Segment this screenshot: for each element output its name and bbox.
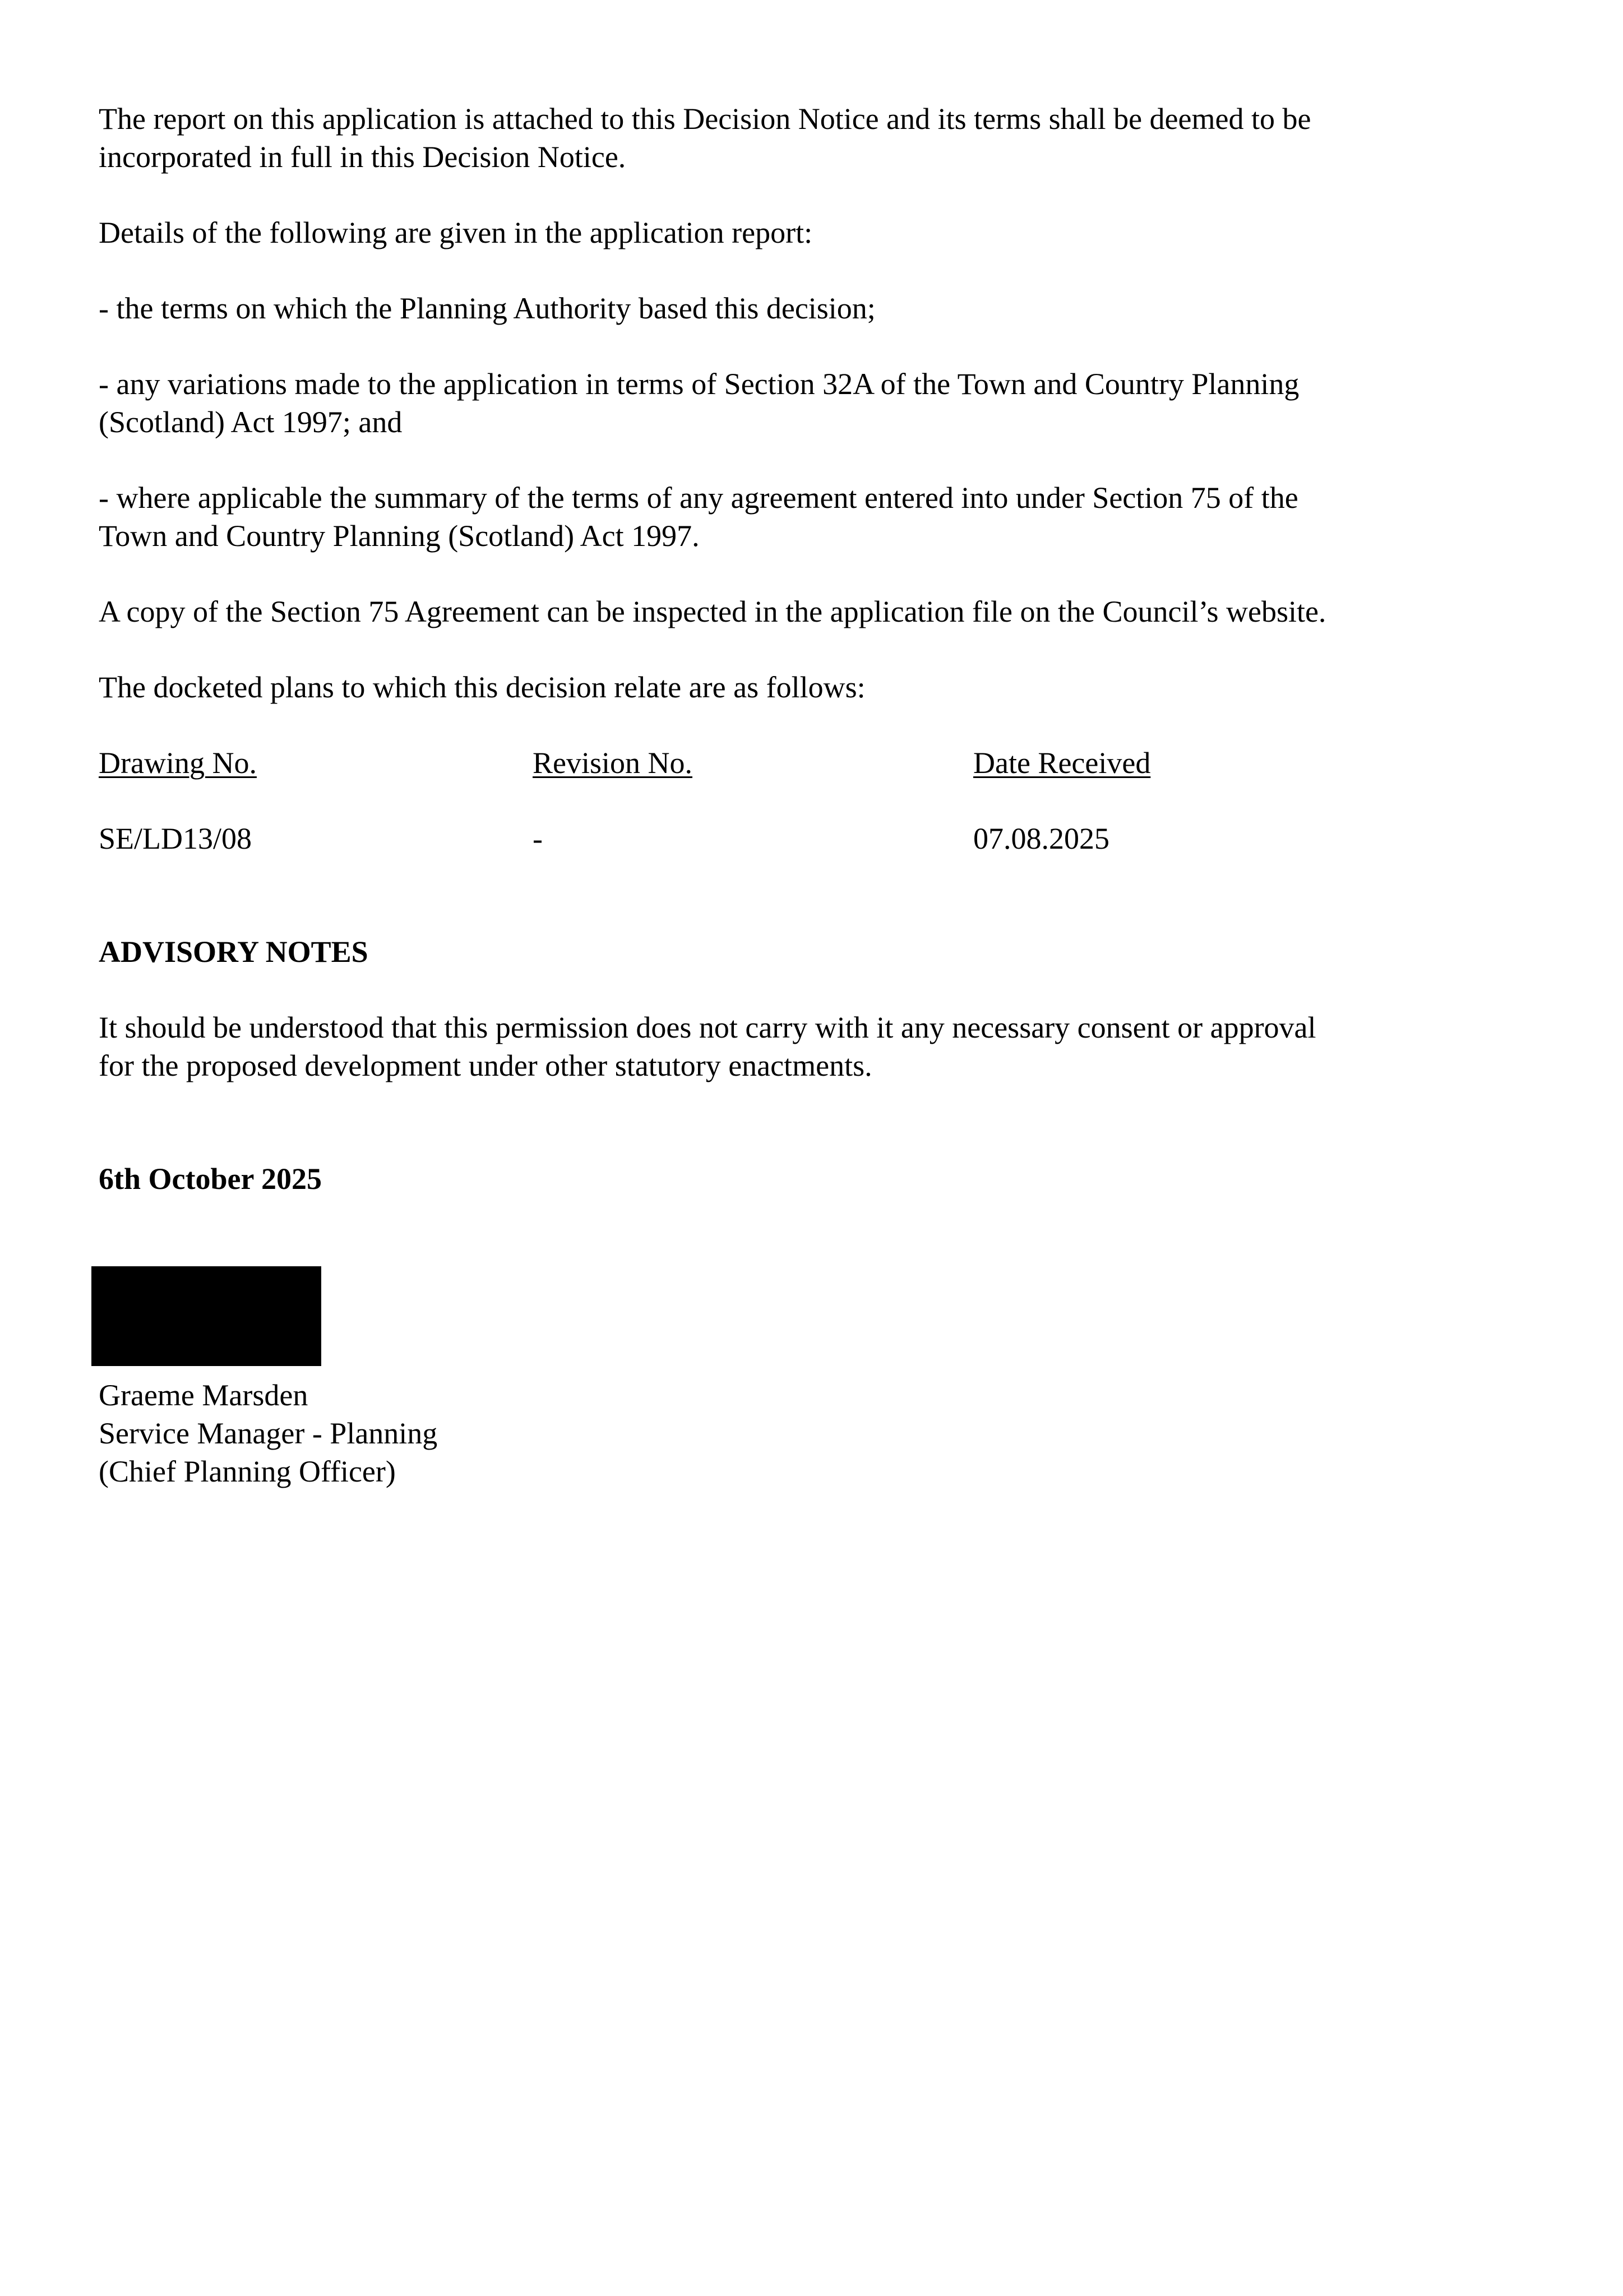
- signatory-name: Graeme Marsden: [99, 1378, 308, 1412]
- header-revision-no: Revision No.: [533, 746, 693, 780]
- report-attached-paragraph: The report on this application is attached to this Decision Notice and its terms shall be deemed to be incorporated in full in this Decision Notice.: [99, 102, 1311, 174]
- table-row: [99, 820, 1388, 858]
- advisory-notes-heading: ADVISORY NOTES: [99, 935, 368, 969]
- cell-date-received: 07.08.2025: [973, 822, 1109, 855]
- terms-bullet: - the terms on which the Planning Authority based this decision;: [99, 291, 876, 325]
- cell-revision-no: -: [533, 822, 543, 855]
- details-intro-paragraph: Details of the following are given in the application report:: [99, 216, 813, 249]
- header-date-received: Date Received: [973, 746, 1151, 780]
- signatory-role: (Chief Planning Officer): [99, 1455, 396, 1488]
- decision-notice-page: [99, 100, 1388, 1198]
- signature-date: 6th October 2025: [99, 1162, 322, 1196]
- header-drawing-no: Drawing No.: [99, 746, 257, 780]
- section75-copy-paragraph: A copy of the Section 75 Agreement can be inspected in the application file on the Council’s website.: [99, 595, 1326, 628]
- cell-drawing-no: SE/LD13/08: [99, 822, 252, 855]
- signatory-title: Service Manager - Planning: [99, 1417, 438, 1450]
- redacted-signature: [91, 1266, 321, 1366]
- variations-bullet: - any variations made to the application in terms of Section 32A of the Town and Country Planning (Scotland) Act 1997; and: [99, 367, 1300, 439]
- section75-bullet: - where applicable the summary of the terms of any agreement entered into under Section 75 of the Town and Country Planning (Scotland) Act 1997.: [99, 481, 1298, 553]
- plans-table-header: [99, 744, 1388, 782]
- docketed-plans-intro: The docketed plans to which this decision relate are as follows:: [99, 670, 866, 704]
- advisory-notes-text: It should be understood that this permission does not carry with it any necessary consent or approval for the proposed development under other statutory enactments.: [99, 1011, 1316, 1082]
